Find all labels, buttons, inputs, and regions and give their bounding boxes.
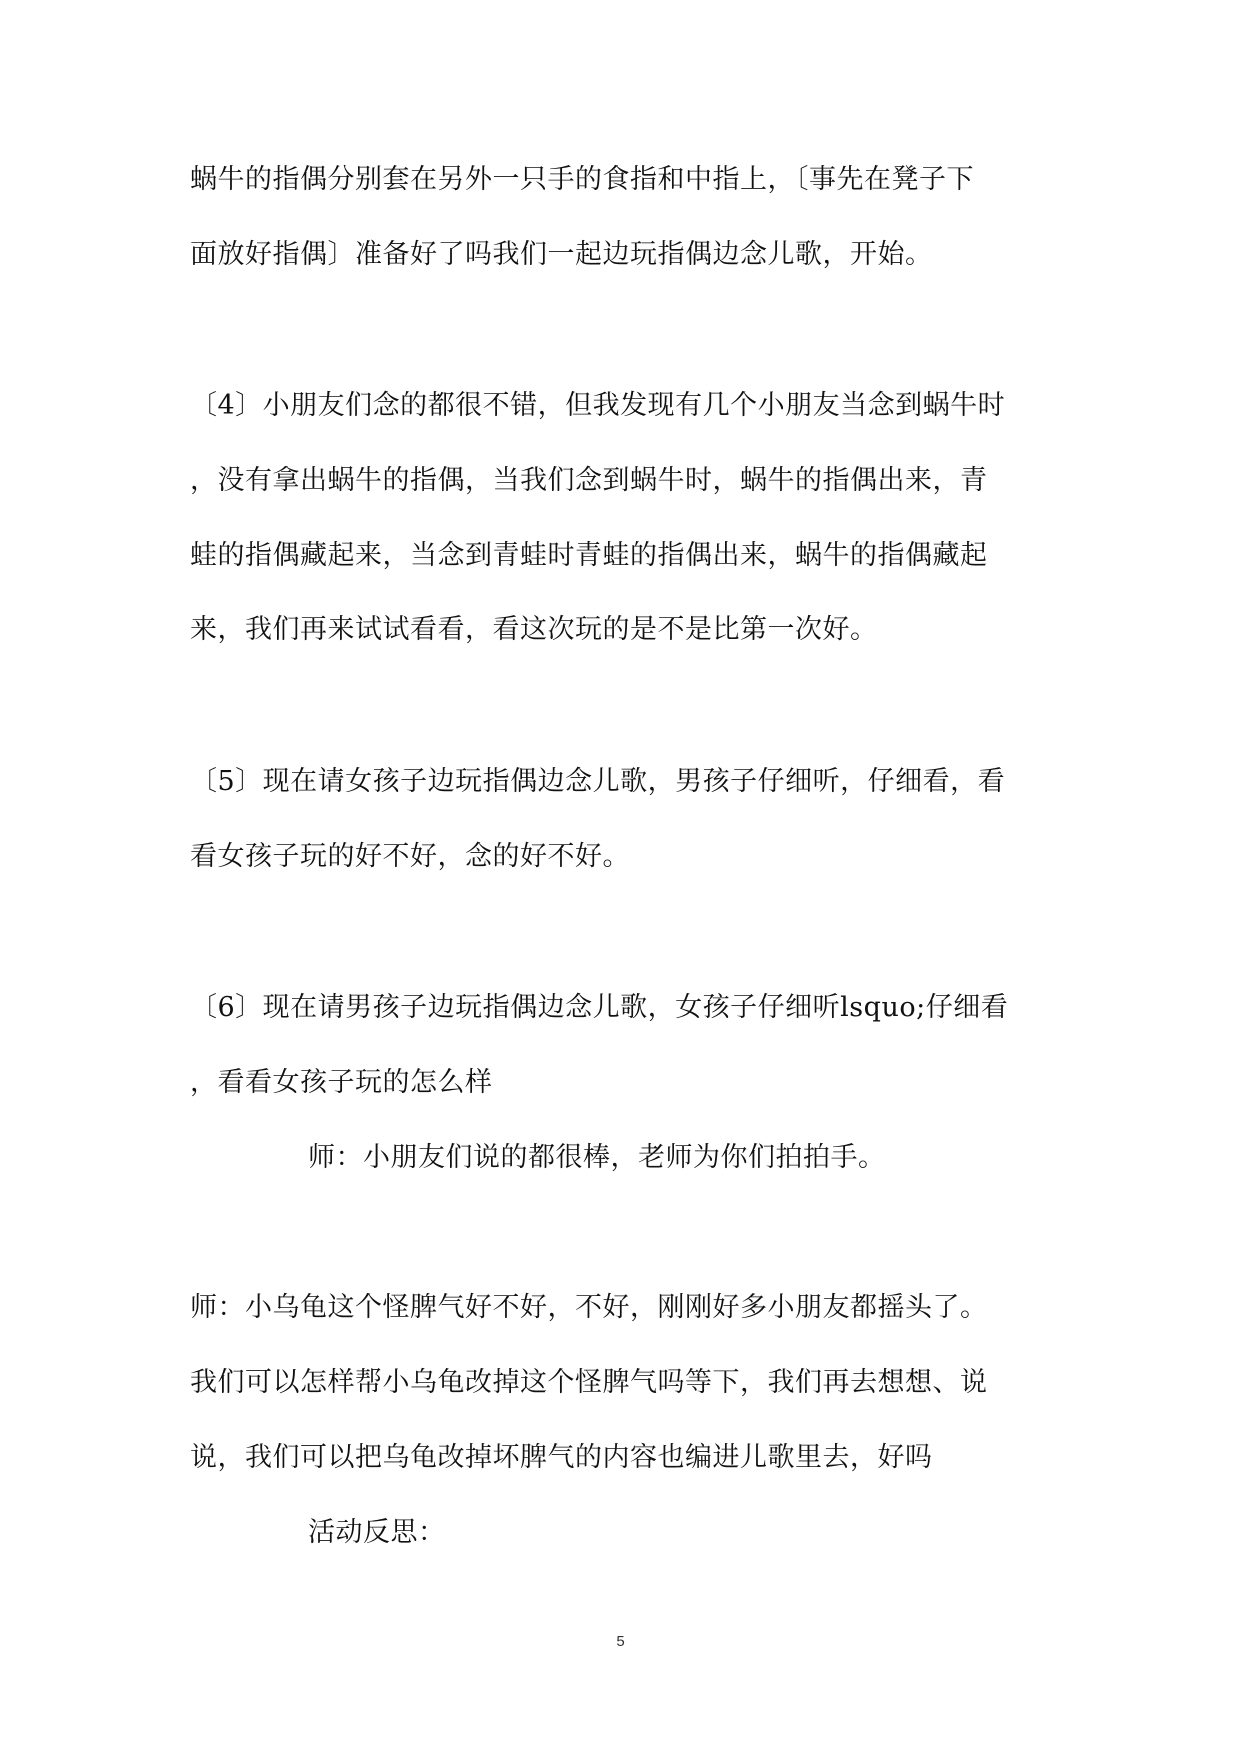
page-number: 5	[616, 1633, 625, 1650]
text-line: ，看看女孩子玩的怎么样	[190, 1067, 493, 1098]
text-line: 〔5〕现在请女孩子边玩指偶边念儿歌，男孩子仔细听，仔细看，看	[190, 766, 1006, 797]
text-line: 看女孩子玩的好不好，念的好不好。	[190, 841, 630, 872]
text-line: 〔4〕小朋友们念的都很不错，但我发现有几个小朋友当念到蜗牛时	[190, 390, 1006, 421]
text-line: 我们可以怎样帮小乌龟改掉这个怪脾气吗等下，我们再去想想、说	[190, 1367, 988, 1398]
text-line: 师：小朋友们说的都很棒，老师为你们拍拍手。	[308, 1142, 886, 1173]
text-line: 蜗牛的指偶分别套在另外一只手的食指和中指上，〔事先在凳子下	[190, 164, 974, 195]
text-line: 师：小乌龟这个怪脾气好不好，不好，刚刚好多小朋友都摇头了。	[190, 1292, 988, 1323]
text-line: 面放好指偶〕准备好了吗我们一起边玩指偶边念儿歌，开始。	[190, 239, 933, 270]
text-line: 来，我们再来试试看看，看这次玩的是不是比第一次好。	[190, 614, 878, 645]
text-line: 蛙的指偶藏起来，当念到青蛙时青蛙的指偶出来，蜗牛的指偶藏起	[190, 540, 988, 571]
text-line: ，没有拿出蜗牛的指偶，当我们念到蜗牛时，蜗牛的指偶出来，青	[190, 465, 988, 496]
text-line: 〔6〕现在请男孩子边玩指偶边念儿歌，女孩子仔细听lsquo;仔细看	[190, 992, 1009, 1023]
text-line: 说，我们可以把乌龟改掉坏脾气的内容也编进儿歌里去，好吗	[190, 1442, 933, 1473]
section-heading: 活动反思：	[308, 1517, 446, 1548]
